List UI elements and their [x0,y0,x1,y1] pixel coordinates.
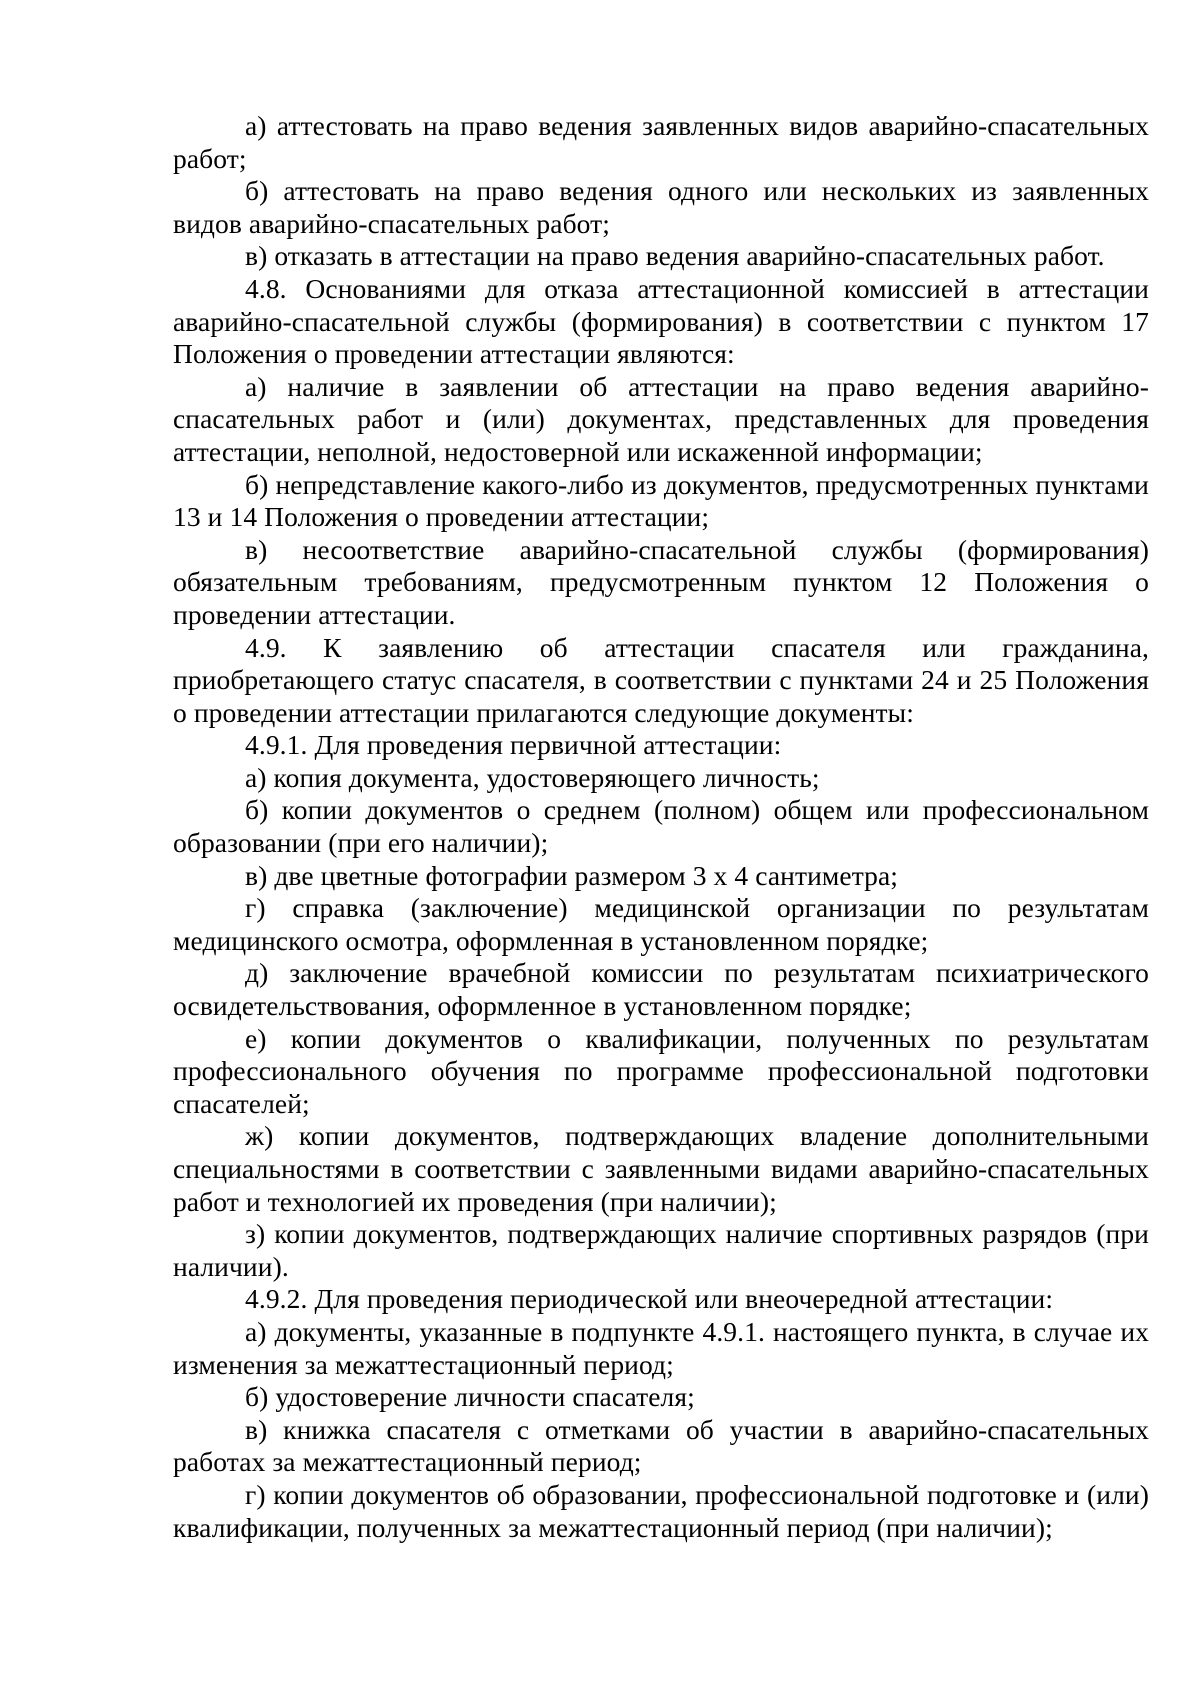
paragraph: 4.8. Основаниями для отказа аттестационной комиссией в аттестации аварийно-спасательной службы (формирования) в соответствии с пунктом 17 Положения о проведении аттестации являются: [173,272,1149,370]
paragraph: г) справка (заключение) медицинской организации по результатам медицинского осмотра, оформленная в установленном порядке; [173,892,1149,956]
paragraph: а) копия документа, удостоверяющего личность; [245,761,820,793]
paragraph: ж) копии документов, подтверждающих владение дополнительными специальностями в соответствии с заявленными видами аварийно-спасательных работ и технологией их проведения (при наличии); [173,1120,1149,1217]
paragraph: в) несоответствие аварийно-спасательной службы (формирования) обязательным требованиям, предусмотренным пунктом 12 Положения о проведении аттестации. [173,533,1149,630]
document-page [173,110,1149,1544]
paragraph: 4.9.1. Для проведения первичной аттестации: [245,729,782,761]
paragraph: б) удостоверение личности спасателя; [245,1381,695,1413]
paragraph: в) книжка спасателя с отметками об участии в аварийно-спасательных работах за межаттестационный период; [173,1413,1149,1478]
paragraph: б) непредставление какого-либо из документов, предусмотренных пунктами 13 и 14 Положения о проведении аттестации; [173,468,1149,533]
paragraph: 4.9.2. Для проведения периодической или внеочередной аттестации: [245,1283,1054,1315]
paragraph: в) отказать в аттестации на право ведения аварийно-спасательных работ. [245,240,1105,272]
paragraph: б) копии документов о среднем (полном) общем или профессиональном образовании (при его наличии); [173,794,1149,859]
paragraph: 4.9. К заявлению об аттестации спасателя или гражданина, приобретающего статус спасателя, в соответствии с пунктами 24 и 25 Положения о проведении аттестации прилагаются следующие документы: [173,631,1149,728]
paragraph: е) копии документов о квалификации, полученных по результатам профессионального обучения по программе профессиональной подготовки спасателей; [173,1022,1149,1119]
paragraph: г) копии документов об образовании, профессиональной подготовке и (или) квалификации, полученных за межаттестационный период (при наличии); [173,1478,1149,1543]
paragraph: а) документы, указанные в подпункте 4.9.1. настоящего пункта, в случае их изменения за межаттестационный период; [173,1315,1149,1380]
paragraph: в) две цветные фотографии размером 3 х 4 сантиметра; [245,859,899,891]
paragraph: б) аттестовать на право ведения одного или нескольких из заявленных видов аварийно-спасательных работ; [173,175,1149,239]
paragraph: з) копии документов, подтверждающих наличие спортивных разрядов (при наличии). [173,1218,1149,1282]
paragraph: а) наличие в заявлении об аттестации на право ведения аварийно-спасательных работ и (или) документах, представленных для проведения аттестации, неполной, недостоверной или искаженной информации; [173,370,1149,467]
paragraph: д) заключение врачебной комиссии по результатам психиатрического освидетельствования, оформленное в установленном порядке; [173,957,1149,1022]
paragraph: а) аттестовать на право ведения заявленных видов аварийно-спасательных работ; [173,110,1149,174]
